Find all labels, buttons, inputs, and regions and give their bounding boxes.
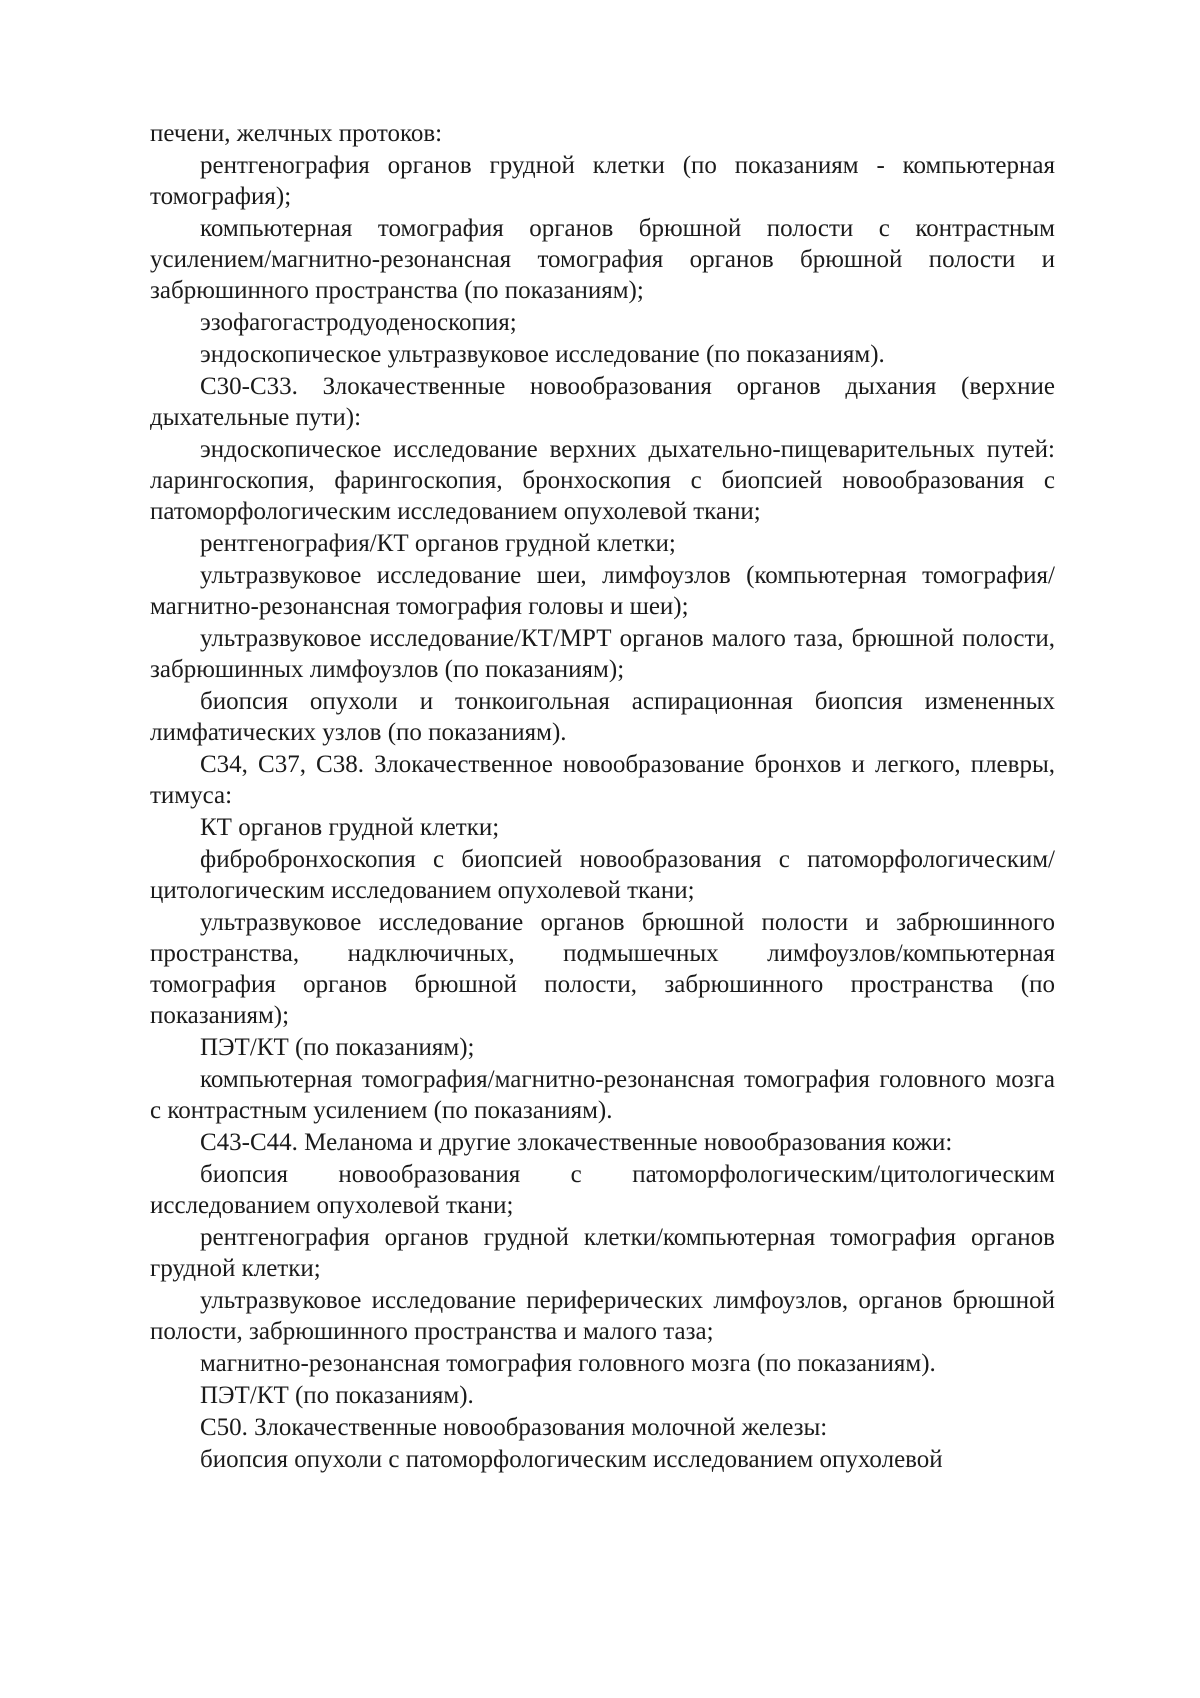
paragraph: эзофагогастродуоденоскопия; [200, 309, 517, 336]
paragraph: эндоскопическое ультразвуковое исследование (по показаниям). [200, 341, 885, 368]
paragraph: рентгенография/КТ органов грудной клетки; [200, 530, 676, 557]
document-body [150, 118, 1055, 1476]
paragraph: биопсия новообразования с патоморфологическим/цитологическим исследованием опухолевой ткани; [150, 1161, 1055, 1219]
paragraph: магнитно-резонансная томография головного мозга (по показаниям). [200, 1350, 936, 1377]
paragraph: биопсия опухоли и тонкоигольная аспирационная биопсия измененных лимфатических узлов (по показаниям). [150, 688, 1055, 746]
paragraph: печени, желчных протоков: [150, 120, 443, 147]
paragraph: рентгенография органов грудной клетки/компьютерная томография органов грудной клетки; [150, 1224, 1055, 1282]
paragraph: ПЭТ/КТ (по показаниям); [200, 1034, 475, 1061]
paragraph: биопсия опухоли с патоморфологическим исследованием опухолевой [200, 1446, 943, 1473]
paragraph: ультразвуковое исследование/КТ/МРТ органов малого таза, брюшной полости, забрюшинных лимфоузлов (по показаниям); [150, 625, 1055, 683]
paragraph: фибробронхоскопия с биопсией новообразования с патоморфологическим/цитологическим исследованием опухолевой ткани; [150, 846, 1055, 904]
paragraph: компьютерная томография органов брюшной полости с контрастным усилением/магнитно-резонансная томография органов брюшной полости и забрюшинного пространства (по показаниям); [150, 215, 1055, 304]
section-heading: С43-С44. Меланома и другие злокачественные новообразования кожи: [200, 1129, 953, 1156]
paragraph: ПЭТ/КТ (по показаниям). [200, 1382, 474, 1409]
paragraph: ультразвуковое исследование шеи, лимфоузлов (компьютерная томография/магнитно-резонансная томография головы и шеи); [150, 562, 1055, 620]
paragraph: КТ органов грудной клетки; [200, 814, 500, 841]
paragraph: рентгенография органов грудной клетки (по показаниям - компьютерная томография); [150, 152, 1055, 210]
section-heading: С34, С37, С38. Злокачественное новообразование бронхов и легкого, плевры, тимуса: [150, 751, 1055, 809]
paragraph: ультразвуковое исследование периферических лимфоузлов, органов брюшной полости, забрюшинного пространства и малого таза; [150, 1287, 1055, 1345]
section-heading: С50. Злокачественные новообразования молочной железы: [200, 1414, 828, 1441]
paragraph: компьютерная томография/магнитно-резонансная томография головного мозга с контрастным усилением (по показаниям). [150, 1066, 1055, 1124]
paragraph: ультразвуковое исследование органов брюшной полости и забрюшинного пространства, надключичных, подмышечных лимфоузлов/компьютерная томография органов брюшной полости, забрюшинного пространства (по показаниям); [150, 909, 1055, 1029]
paragraph: эндоскопическое исследование верхних дыхательно-пищеварительных путей: ларингоскопия, фарингоскопия, бронхоскопия с биопсией новообразования с патоморфологическим исследованием опухолевой ткани; [150, 436, 1055, 525]
section-heading: С30-С33. Злокачественные новообразования органов дыхания (верхние дыхательные пути): [150, 373, 1055, 431]
